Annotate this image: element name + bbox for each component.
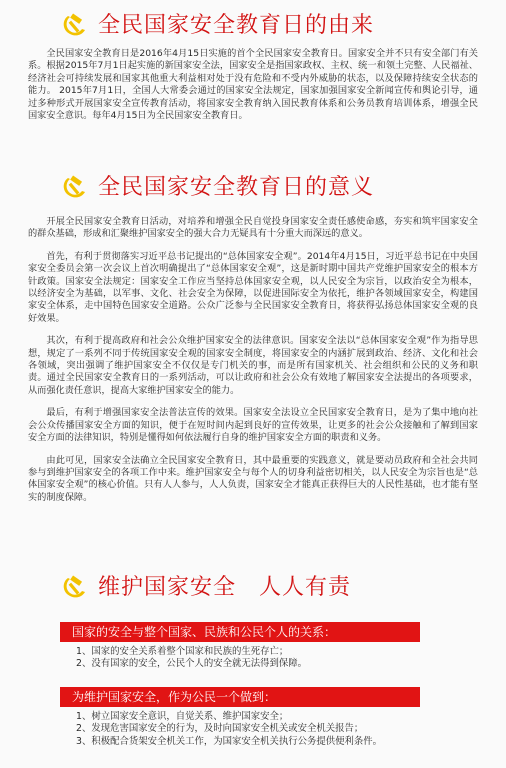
duty-list xyxy=(76,711,506,748)
paragraph: 由此可见，国家安全法确立全民国家安全教育日，其中最重要的实践意义，就是要动员政府和全社会共同参与到维护国家安全的各项工作中来。维护国家安全与每个人的切身利益密切相关，以人民安全为宗旨也是“总体国家安全观”的核心价值。只有人人参与，人人负责，国家安全才能真正获得巨大的人民性基础，也才能有坚实的制度保障。 xyxy=(28,454,478,503)
section-origin xyxy=(0,6,506,122)
paragraph: 全民国家安全教育日是2016年4月15日实施的首个全民国家安全教育日。国家安全并不只有安全部门有关系。根据2015年7月1日起实施的新国家安全法，国家安全是指国家政权、主权、统一和领土完整、人民福祉、经济社会可持续发展和国家其他重大利益相对处于没有危险和不受内外威胁的状态，以及保障持续安全状态的能力。 2015年7月1日，全国人大常委会通过的国家安全法规定，国家加强国家安全新闻宣传和舆论引导，通过多种形式开展国家安全宣传教育活动，将国家安全教育纳入国民教育体系和公务员教育培训体系，增强全民国家安全意识。每年4月15日为全民国家安全教育日。 xyxy=(28,48,478,122)
paragraph: 首先，有利于贯彻落实习近平总书记提出的“总体国家安全观”。2014年4月15日，习近平总书记在中央国家安全委员会第一次会议上首次明确提出了“总体国家安全观”，这是新时期中国共产党维护国家安全的根本方针政策。国家安全法规定：国家安全工作应当坚持总体国家安全观，以人民安全为宗旨，以政治安全为根本，以经济安全为基础，以军事、文化、社会安全为保障，以促进国际安全为依托，维护各领域国家安全，构建国家安全体系，走中国特色国家安全道路。公众广泛参与全民国家安全教育日，将获得弘扬总体国家安全观的良好效果。 xyxy=(28,250,478,324)
hammer-sickle-icon xyxy=(60,572,88,600)
hammer-sickle-icon xyxy=(60,172,88,200)
list-item: 2、发现危害国家安全的行为，及时向国家安全机关或安全机关报告； xyxy=(76,723,364,735)
paragraph: 开展全民国家安全教育日活动，对培养和增强全民自觉投身国家安全责任感使命感，夯实和筑牢国家安全的群众基础，形成和汇聚维护国家安全的强大合力无疑具有十分重大而深远的意义。 xyxy=(28,216,478,240)
section-significance xyxy=(0,168,506,504)
section-responsibility-heading xyxy=(0,568,506,608)
relation-list xyxy=(76,646,506,671)
paragraph: 最后，有利于增强国家安全法普法宣传的效果。国家安全法设立全民国家安全教育日，是为了集中地向社会公众传播国家安全方面的知识，便于在短时间内起到良好的宣传效果，让更多的社会公众接触和了解到国家安全方面的法律知识，特别是懂得如何依法履行自身的维护国家安全方面的职责和义务。 xyxy=(28,407,478,444)
duty-title-bar: 为维护国家安全，作为公民一个做到： xyxy=(60,687,420,707)
list-item: 2、没有国家的安全，公民个人的安全就无法得到保障。 xyxy=(76,658,307,670)
section-origin-heading xyxy=(0,6,506,46)
list-item: 1、树立国家安全意识，自觉关系、维护国家安全； xyxy=(76,710,289,722)
list-item: 3、积极配合货架安全机关工作，为国家安全机关执行公务提供便利条件。 xyxy=(76,735,382,747)
heading-title: 全民国家安全教育日的意义 xyxy=(98,175,375,200)
heading-title: 维护国家安全 人人有责 xyxy=(98,575,352,600)
heading-title: 全民国家安全教育日的由来 xyxy=(98,13,375,38)
section-responsibility xyxy=(0,568,506,748)
list-item: 1、国家的安全关系着整个国家和民族的生死存亡； xyxy=(76,646,289,657)
hammer-sickle-icon xyxy=(60,10,88,38)
relation-title-bar: 国家的安全与整个国家、民族和公民个人的关系： xyxy=(60,622,420,642)
section-significance-heading xyxy=(0,168,506,208)
paragraph: 其次，有利于提高政府和社会公众维护国家安全的法律意识。国家安全法以“总体国家安全观”作为指导思想，规定了一系列不同于传统国家安全观的国家安全制度，将国家安全的内涵扩展到政治、经济、文化和社会各领域，突出强调了维护国家安全不仅仅是专门机关的事，而是所有国家机关、社会组织和公民的义务和职责。通过全民国家安全教育日的一系列活动，可以让政府和社会公众有效地了解国家安全法提出的各项要求，从而强化责任意识，提高大家维护国家安全的能力。 xyxy=(28,335,478,396)
